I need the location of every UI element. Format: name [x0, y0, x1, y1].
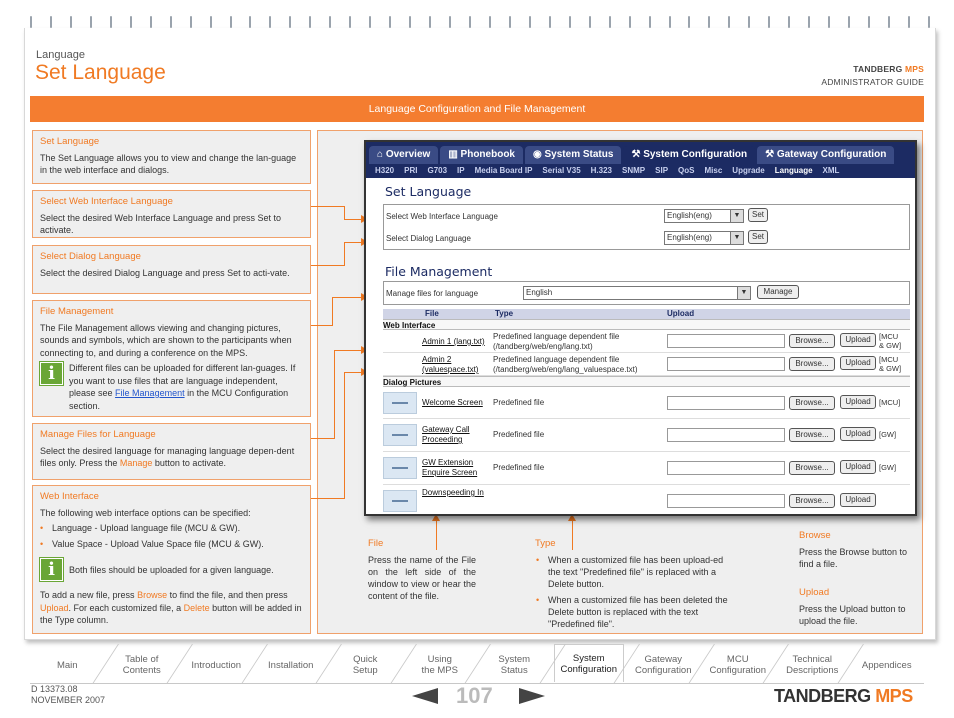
binding-ring — [569, 16, 571, 28]
box-text: The Set Language allows you to view and change the lan-guage in the web interface and dialogs. — [40, 152, 297, 175]
binding-ring — [788, 16, 790, 28]
table-row — [383, 330, 910, 353]
nav-item-technical-descriptions[interactable] — [777, 646, 848, 684]
file-link[interactable]: Welcome Screen — [422, 398, 483, 407]
subtab-sip[interactable]: SIP — [655, 166, 669, 175]
binding-ring — [748, 16, 750, 28]
subtab-snmp[interactable]: SNMP — [622, 166, 646, 175]
binding-ring — [50, 16, 52, 28]
subtab-misc[interactable]: Misc — [704, 166, 723, 175]
callout-text: Press the Upload button to upload the file. — [799, 604, 906, 626]
connector-line — [332, 297, 362, 298]
binding-ring — [868, 16, 870, 28]
scope-tag: [GW] — [879, 463, 897, 472]
scope-tag: & GW] — [879, 364, 902, 373]
nav-label: MCU — [726, 654, 749, 665]
text-part: Select the desired language for managing language depen-dent files only. Press the — [40, 445, 295, 468]
note-text: Both files should be uploaded for a given language. — [69, 565, 274, 575]
list-item: • When a customized file has been upload-ed the text "Predefined file" is replaced with a Delete button. — [535, 554, 730, 590]
nav-item-installation[interactable] — [256, 646, 327, 684]
binding-ring — [249, 16, 251, 28]
manage-language-select[interactable]: English ▼ — [523, 286, 751, 300]
box-title: Set Language — [40, 136, 100, 147]
nav-item-table-of-contents[interactable] — [107, 646, 178, 684]
scope-tag: [GW] — [879, 430, 897, 439]
browse-button[interactable]: Browse... — [789, 396, 835, 410]
tab-system-configuration[interactable]: ⚒ System Configuration — [623, 146, 755, 164]
logo-mps: MPS — [875, 686, 913, 706]
browse-button[interactable]: Browse... — [789, 334, 835, 348]
binding-ring — [230, 16, 232, 28]
field-label: Manage files for language — [386, 288, 479, 298]
box-text — [40, 589, 303, 627]
type-text: Predefined file — [493, 430, 545, 439]
info-icon: i — [40, 362, 63, 385]
table-row — [383, 485, 910, 516]
chevron-down-icon: ▼ — [730, 232, 743, 244]
binding-ring — [848, 16, 850, 28]
info-icon: i — [40, 558, 63, 581]
note-text — [69, 362, 303, 412]
web-interface-section: Web Interface — [383, 319, 910, 330]
box-text: Select the desired Dialog Language and press Set to acti-vate. — [40, 267, 290, 278]
upload-path-input[interactable] — [667, 494, 785, 508]
binding-ring — [90, 16, 92, 28]
file-management-link[interactable]: File Management — [115, 388, 185, 398]
scope-tag: & GW] — [879, 341, 902, 350]
nav-label: Technical — [792, 654, 833, 665]
nav-label: Gateway — [644, 654, 682, 665]
table-row — [383, 452, 910, 485]
file-management-box — [32, 300, 311, 417]
tab-system-status[interactable]: ◉ System Status — [525, 146, 621, 164]
nav-item-gateway-configuration[interactable] — [628, 646, 699, 684]
nav-label: Descriptions — [786, 665, 839, 676]
info-note — [40, 362, 303, 412]
set-language-box — [32, 130, 311, 184]
page-number: 107 — [456, 683, 493, 708]
type-text: Predefined language dependent file — [493, 355, 620, 364]
select-dialog-language-box — [32, 245, 311, 294]
nav-label: Using — [427, 654, 452, 665]
binding-ring — [449, 16, 451, 28]
callout-title: Type — [535, 538, 556, 549]
nav-label: Appendices — [861, 659, 912, 671]
logo-text: TANDBERG — [774, 686, 871, 706]
nav-item-system-configuration[interactable] — [554, 644, 625, 682]
box-title: Manage Files for Language — [40, 429, 156, 440]
binding-ring — [728, 16, 730, 28]
file-link[interactable]: Gateway Call — [422, 425, 470, 434]
main-tabs — [366, 142, 915, 164]
scope-tag: [MCU] — [879, 398, 901, 407]
binding-ring — [649, 16, 651, 28]
browse-button[interactable]: Browse... — [789, 357, 835, 371]
box-title: Web Interface — [40, 491, 99, 502]
connector-line — [344, 242, 362, 243]
brand-name: TANDBERG — [853, 64, 903, 74]
picture-thumbnail — [383, 457, 417, 479]
table-header — [383, 309, 910, 319]
binding-ring — [389, 16, 391, 28]
type-text: Predefined file — [493, 398, 545, 407]
manage-form — [383, 281, 910, 305]
tab-phonebook[interactable]: ▥ Phonebook — [440, 146, 523, 164]
binding-ring — [110, 16, 112, 28]
binding-ring — [170, 16, 172, 28]
upload-button[interactable]: Upload — [840, 333, 876, 347]
upload-button[interactable]: Upload — [840, 395, 876, 409]
manage-files-box — [32, 423, 311, 480]
list-item: • Value Space - Upload Value Space file (MCU & GW). — [40, 538, 303, 551]
text-part: to find the file, and then press — [167, 590, 288, 600]
nav-label: Configuration — [709, 665, 766, 676]
dialog-language-row — [384, 227, 909, 249]
text-part: . For each customized file, a — [68, 602, 184, 613]
text-part: button will be added in the Type column. — [40, 602, 302, 625]
file-link[interactable]: (valuespace.txt) — [422, 365, 479, 374]
list-item: • Language - Upload language file (MCU & GW). — [40, 522, 303, 535]
nav-item-main[interactable] — [32, 646, 103, 684]
doc-info — [31, 684, 105, 706]
connector-line — [334, 350, 362, 351]
web-language-select[interactable]: English(eng) ▼ — [664, 209, 744, 223]
type-path: (/tandberg/web/eng/lang_valuespace.txt) — [493, 365, 638, 374]
binding-ring — [210, 16, 212, 28]
nav-label: System — [498, 654, 531, 665]
nav-item-introduction[interactable] — [181, 646, 252, 684]
file-link[interactable]: Proceeding — [422, 435, 463, 444]
table-row — [383, 387, 910, 419]
col-upload: Upload — [667, 309, 695, 318]
subtab-h-323[interactable]: H.323 — [590, 166, 613, 175]
select-web-language-box — [32, 190, 311, 238]
col-type: Type — [495, 309, 514, 318]
chevron-down-icon: ▼ — [730, 210, 743, 222]
box-text: Select the desired Web Interface Language and press Set to activate. — [40, 212, 281, 235]
box-text — [40, 445, 303, 470]
list-item: • When a customized file has been deleted the Delete button is replaced with the text "Predefined file". — [535, 594, 730, 630]
binding-ring — [469, 16, 471, 28]
field-label: Select Web Interface Language — [386, 211, 498, 221]
upload-button[interactable]: Upload — [840, 460, 876, 474]
text-part: To add a new file, press — [40, 590, 138, 600]
binding-ring — [369, 16, 371, 28]
box-text: The File Management allows viewing and changing pictures, sounds and symbols, which are shown to the participants when connecting to, and during a conference on the MPS. — [40, 322, 292, 358]
chapter-navigation — [30, 642, 924, 684]
field-label: Select Dialog Language — [386, 233, 471, 243]
binding-ring — [70, 16, 72, 28]
subtab-h320[interactable]: H320 — [375, 166, 395, 175]
web-ui-screenshot — [364, 140, 917, 516]
connector-line — [311, 325, 333, 326]
subtab-ip[interactable]: IP — [457, 166, 465, 175]
binding-ring — [150, 16, 152, 28]
web-language-row — [384, 205, 909, 227]
file-management-heading: File Management — [385, 264, 493, 279]
table-row — [383, 419, 910, 452]
subtab-qos[interactable]: QoS — [678, 166, 695, 175]
section-label: Language — [36, 49, 85, 61]
binding-ring — [908, 16, 910, 28]
browse-button[interactable]: Browse... — [789, 461, 835, 475]
bullet-list — [535, 554, 730, 630]
binding-ring — [828, 16, 830, 28]
upload-path-input[interactable] — [667, 461, 785, 475]
box-title: File Management — [40, 306, 114, 317]
nav-label: Table of — [125, 654, 159, 665]
set-language-form — [383, 204, 910, 250]
binding-ring — [928, 16, 930, 28]
connector-line — [344, 219, 362, 220]
connector-line — [344, 372, 345, 499]
binding-ring — [768, 16, 770, 28]
binding-ring — [130, 16, 132, 28]
connector-line — [332, 297, 333, 326]
binding-ring — [529, 16, 531, 28]
delete-keyword: Delete — [183, 602, 210, 613]
connector-line — [344, 206, 345, 219]
connector-line — [311, 265, 345, 266]
upload-path-input[interactable] — [667, 428, 785, 442]
subtab-serial-v35[interactable]: Serial V35 — [542, 166, 581, 175]
binding-ring — [329, 16, 331, 28]
upload-path-input[interactable] — [667, 334, 785, 348]
binding-ring — [549, 16, 551, 28]
dialog-language-select[interactable]: English(eng) ▼ — [664, 231, 744, 245]
upload-keyword: Upload — [40, 602, 69, 613]
nav-item-using-the-mps[interactable] — [405, 646, 476, 684]
upload-button[interactable]: Upload — [840, 493, 876, 507]
binding-ring — [30, 16, 32, 28]
browse-button[interactable]: Browse... — [789, 428, 835, 442]
note-part: in the MCU Configuration section. — [69, 388, 289, 411]
subtab-pri[interactable]: PRI — [404, 166, 418, 175]
connector-line — [311, 206, 345, 207]
binding-ring — [808, 16, 810, 28]
picture-thumbnail — [383, 424, 417, 446]
text-part: button to activate. — [152, 458, 226, 468]
binding-ring — [409, 16, 411, 28]
previous-page-icon[interactable] — [412, 688, 438, 704]
manage-keyword: Manage — [119, 458, 153, 468]
connector-line — [311, 498, 345, 499]
connector-line — [344, 372, 362, 373]
binding-ring — [269, 16, 271, 28]
binding-ring — [349, 16, 351, 28]
callout-text: Press the name of the File on the left side of the window to view or hear the content of the file. — [368, 555, 476, 601]
upload-path-input[interactable] — [667, 357, 785, 371]
guide-name: ADMINISTRATOR GUIDE — [821, 77, 924, 87]
picture-thumbnail — [383, 392, 417, 414]
binding-ring — [669, 16, 671, 28]
nav-label: Main — [56, 659, 78, 671]
callout-title: Upload — [799, 587, 830, 598]
browse-button[interactable]: Browse... — [789, 494, 835, 508]
chevron-down-icon: ▼ — [737, 287, 750, 299]
nav-label: Contents — [122, 665, 161, 676]
box-title: Select Web Interface Language — [40, 196, 173, 207]
table-row — [383, 353, 910, 376]
binding-ring — [888, 16, 890, 28]
callout-title: Browse — [799, 530, 831, 541]
file-link[interactable]: Admin 1 (lang.txt) — [422, 337, 485, 346]
file-link[interactable]: Enquire Screen — [422, 468, 478, 477]
tab-gateway-configuration[interactable]: ⚒ Gateway Configuration — [757, 146, 894, 164]
file-link[interactable]: Downspeeding In — [422, 488, 484, 497]
binding-ring — [489, 16, 491, 28]
nav-label: Installation — [268, 659, 314, 671]
nav-label: System — [572, 652, 605, 664]
file-table — [383, 309, 910, 516]
binding-ring — [589, 16, 591, 28]
binding-ring — [708, 16, 710, 28]
upload-path-input[interactable] — [667, 396, 785, 410]
col-file: File — [425, 309, 439, 318]
nav-label: Quick — [353, 654, 378, 665]
doc-date: NOVEMBER 2007 — [31, 695, 106, 705]
tandberg-logo — [774, 686, 913, 707]
bullet-list — [40, 522, 303, 550]
brand-mps: MPS — [904, 64, 924, 74]
binding-ring — [289, 16, 291, 28]
binding-ring — [509, 16, 511, 28]
web-language-set-button[interactable]: Set — [748, 208, 768, 222]
nav-label: Setup — [352, 665, 378, 676]
browse-keyword: Browse — [137, 590, 168, 600]
connector-line — [334, 350, 335, 439]
upload-button[interactable]: Upload — [840, 356, 876, 370]
nav-item-appendices[interactable] — [852, 646, 923, 684]
web-interface-box — [32, 485, 311, 634]
tab-overview[interactable]: ⌂ Overview — [369, 146, 438, 164]
subtab-media-board-ip[interactable]: Media Board IP — [474, 166, 533, 175]
file-link[interactable]: Admin 2 — [422, 355, 452, 364]
nav-item-quick-setup[interactable] — [330, 646, 401, 684]
type-text: Predefined language dependent file — [493, 332, 620, 341]
doc-id: D 13373.08 — [31, 684, 78, 694]
binding-ring — [429, 16, 431, 28]
connector-line — [311, 438, 335, 439]
callout-title: File — [368, 538, 384, 549]
manage-row — [384, 282, 909, 304]
box-title: Select Dialog Language — [40, 251, 141, 262]
subtab-language[interactable]: Language — [774, 166, 813, 175]
subtab-upgrade[interactable]: Upgrade — [732, 166, 765, 175]
upload-button[interactable]: Upload — [840, 427, 876, 441]
browse-callout — [799, 530, 914, 570]
file-callout — [368, 538, 476, 602]
type-text: Predefined file — [493, 463, 545, 472]
binding-ring — [629, 16, 631, 28]
dialog-language-set-button[interactable]: Set — [748, 230, 768, 244]
callout-text: Press the Browse button to find a file. — [799, 547, 908, 569]
type-path: (/tandberg/web/eng/lang.txt) — [493, 342, 593, 351]
picture-thumbnail — [383, 490, 417, 512]
scope-tag: [MCU — [879, 332, 899, 341]
subtab-g703[interactable]: G703 — [427, 166, 448, 175]
file-link[interactable]: GW Extension — [422, 458, 474, 467]
scope-tag: [MCU — [879, 355, 899, 364]
note-part: Different files can be uploaded for different lan-guages. If you want to use files that are language independent, please see — [69, 363, 296, 398]
nav-label: Configuration — [634, 665, 692, 676]
box-text: The following web interface options can be specified: — [40, 507, 251, 518]
nav-label: Introduction — [191, 659, 242, 671]
upload-callout — [799, 587, 914, 627]
dialog-pictures-section: Dialog Pictures — [383, 376, 910, 387]
binding-ring — [190, 16, 192, 28]
type-callout — [535, 538, 730, 634]
nav-label: Status — [500, 665, 528, 676]
sub-tabs — [366, 164, 915, 178]
connector-line — [344, 242, 345, 266]
binding-ring — [309, 16, 311, 28]
info-note — [40, 558, 303, 581]
nav-label: the MPS — [421, 665, 458, 676]
page-title: Set Language — [35, 61, 166, 84]
set-language-heading: Set Language — [385, 184, 472, 199]
binding-ring — [688, 16, 690, 28]
binding-ring — [609, 16, 611, 28]
section-banner: Language Configuration and File Management — [30, 96, 924, 122]
nav-item-system-status[interactable] — [479, 646, 550, 684]
brand-header — [821, 63, 924, 89]
manage-button[interactable]: Manage — [757, 285, 799, 299]
subtab-xml[interactable]: XML — [822, 166, 840, 175]
nav-item-mcu-configuration[interactable] — [703, 646, 774, 684]
nav-label: Configuration — [560, 663, 617, 675]
next-page-icon[interactable] — [519, 688, 545, 704]
